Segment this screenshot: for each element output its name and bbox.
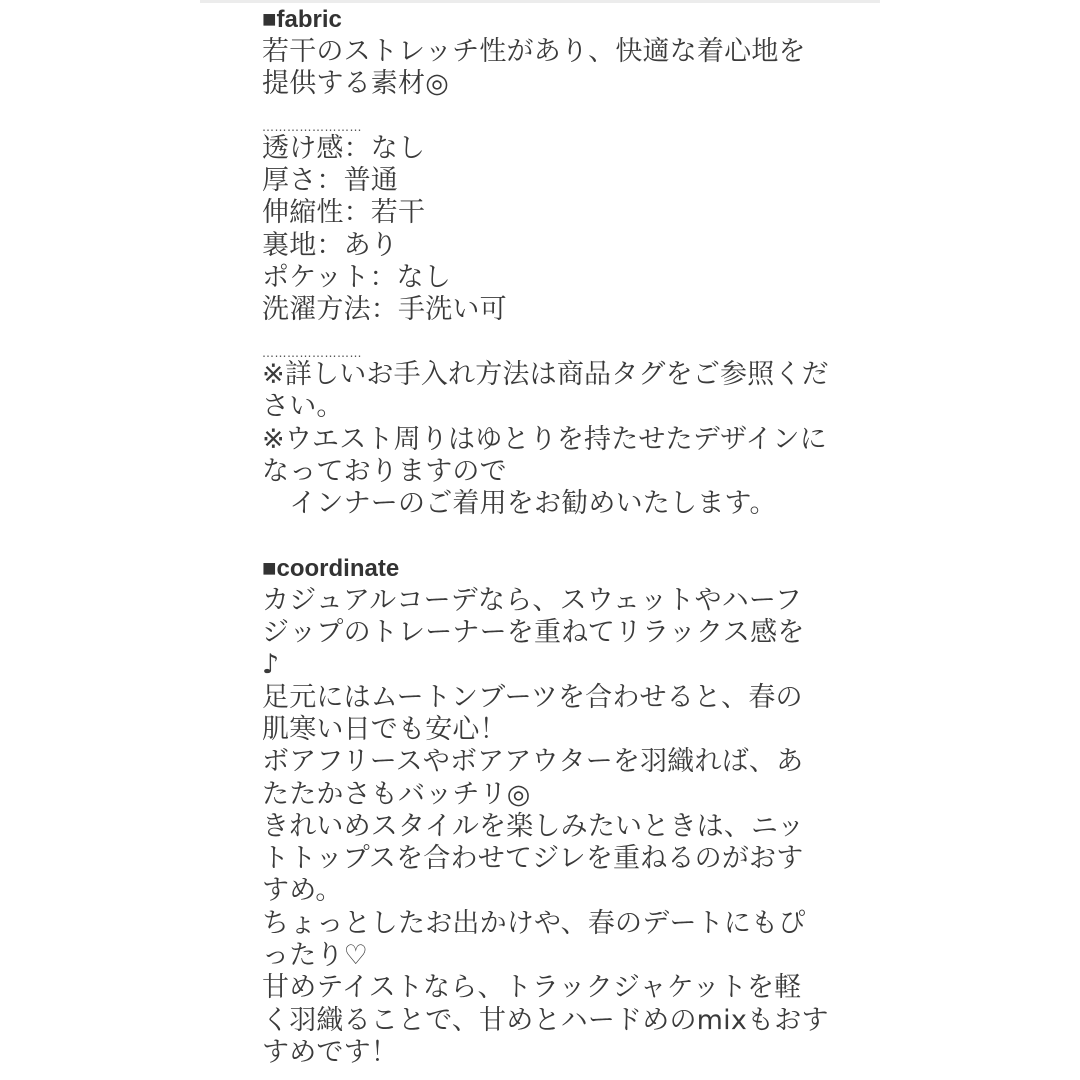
coordinate-line: 足元にはムートンブーツを合わせると、春の: [262, 681, 803, 713]
dotted-separator: ……………………: [262, 119, 362, 134]
coordinate-line: ったり♡: [262, 940, 369, 972]
dotted-separator: ……………………: [262, 345, 362, 360]
fabric-intro-line: 提供する素材◎: [262, 68, 449, 100]
coordinate-line: カジュアルコーデなら、スウェットやハーフ: [262, 584, 802, 616]
top-divider: [200, 0, 880, 3]
coordinate-line: すめ。: [262, 875, 343, 907]
spec-thickness: 厚さ：普通: [262, 165, 398, 197]
coordinate-line: たたかさもバッチリ◎: [262, 778, 531, 810]
coordinate-heading: ■coordinate: [262, 554, 400, 582]
care-note-line: さい。: [262, 391, 344, 423]
waist-note-line: インナーのご着用をお勧めいたします。: [262, 488, 777, 520]
coordinate-line: ジップのトレーナーを重ねてリラックス感を: [262, 617, 805, 649]
fabric-heading: ■fabric: [262, 6, 342, 33]
waist-note-line: ※ウエスト周りはゆとりを持たせたデザインに: [262, 423, 827, 455]
coordinate-line: トトップスを合わせてジレを重ねるのがおす: [262, 843, 804, 875]
section-spacer: [262, 520, 842, 552]
coordinate-line: く羽織ることで、甘めとハードめのmixもおす: [262, 1004, 829, 1036]
spec-stretch: 伸縮性：若干: [262, 197, 426, 229]
coordinate-line: すめです！: [262, 1036, 398, 1068]
spec-pocket: ポケット：なし: [262, 262, 452, 294]
spec-lining: 裏地：あり: [262, 229, 398, 261]
product-description: [262, 4, 842, 1069]
coordinate-line: 甘めテイストなら、トラックジャケットを軽: [262, 972, 802, 1004]
coordinate-line: ♪: [262, 649, 280, 681]
coordinate-line: 肌寒い日でも安心！: [262, 713, 507, 745]
waist-note-line: なっておりますので: [262, 455, 507, 487]
coordinate-line: ちょっとしたお出かけや、春のデートにもぴ: [262, 907, 806, 939]
spec-washing: 洗濯方法：手洗い可: [262, 294, 507, 326]
fabric-intro-line: 若干のストレッチ性があり、快適な着心地を: [262, 36, 806, 67]
care-note-line: ※詳しいお手入れ方法は商品タグをご参照くだ: [262, 358, 829, 390]
spec-sheerness: 透け感：なし: [262, 132, 426, 164]
coordinate-line: ボアフリースやボアアウターを羽織れば、あ: [262, 746, 804, 778]
coordinate-line: きれいめスタイルを楽しみたいときは、ニッ: [262, 810, 805, 842]
